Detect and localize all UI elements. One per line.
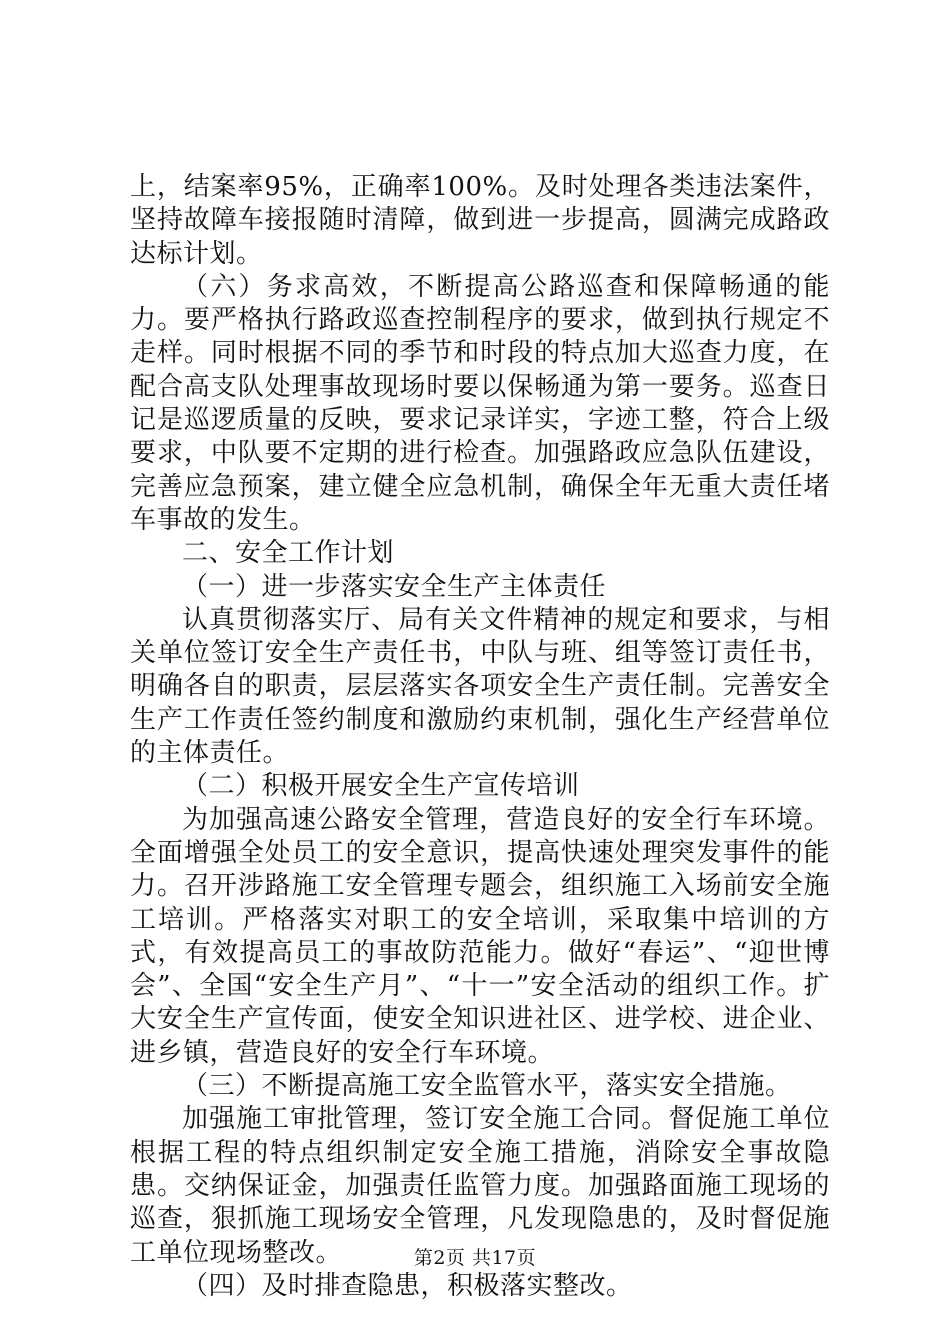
subheading-four-hazards: （四）及时排查隐患，积极落实整改。 <box>182 1270 633 1301</box>
paragraph-training: 为加强高速公路安全管理，营造良好的安全行车环境。全面增强全处员工的安全意识，提高快速处理突发事件的能力。召开涉路施工安全管理专题会，组织施工入场前安全施工培训。严格落实对职工的安全培训，采取集中培训的方式，有效提高员工的事故防范能力。做好“春运”、“迎世博会”、全国“安全生产月”、“十一”安全活动的组织工作。扩大安全生产宣传面，使安全知识进社区、进学校、进企业、进乡镇，营造良好的安全行车环境。 <box>130 804 830 1068</box>
subheading-two-training: （二）积极开展安全生产宣传培训 <box>182 771 580 802</box>
section-heading-safety-plan: 二、安全工作计划 <box>182 538 395 569</box>
subheading-three-supervision: （三）不断提高施工安全监管水平，落实安全措施。 <box>182 1071 792 1102</box>
page-number-footer: 第2页 共17页 <box>413 1247 537 1269</box>
paragraph-supervision: 加强施工审批管理，签订安全施工合同。督促施工单位根据工程的特点组织制定安全施工措施，消除安全事故隐患。交纳保证金，加强责任监管力度。加强路面施工现场的巡查，狠抓施工现场安全管理，凡发现隐患的，及时督促施工单位现场整改。 <box>130 1104 830 1268</box>
paragraph-six-patrol-efficiency: （六）务求高效，不断提高公路巡查和保障畅通的能力。要严格执行路政巡查控制程序的要求，做到执行规定不走样。同时根据不同的季节和时段的特点加大巡查力度，在配合高支队处理事故现场时要以保畅通为第一要务。巡查日记是巡逻质量的反映，要求记录详实，字迹工整，符合上级要求，中队要不定期的进行检查。加强路政应急队伍建设，完善应急预案，建立健全应急机制，确保全年无重大责任堵车事故的发生。 <box>130 271 830 535</box>
paragraph-case-closure-rate: 上，结案率95%，正确率100%。及时处理各类违法案件，坚持故障车接报随时清障，做到进一步提高，圆满完成路政达标计划。 <box>130 172 830 269</box>
subheading-one-responsibility: （一）进一步落实安全生产主体责任 <box>182 571 607 602</box>
document-body <box>130 171 830 1303</box>
paragraph-responsibility: 认真贯彻落实厅、局有关文件精神的规定和要求，与相关单位签订安全生产责任书，中队与班、组等签订责任书，明确各自的职责，层层落实各项安全生产责任制。完善安全生产工作责任签约制度和激励约束机制，强化生产经营单位的主体责任。 <box>130 604 830 769</box>
